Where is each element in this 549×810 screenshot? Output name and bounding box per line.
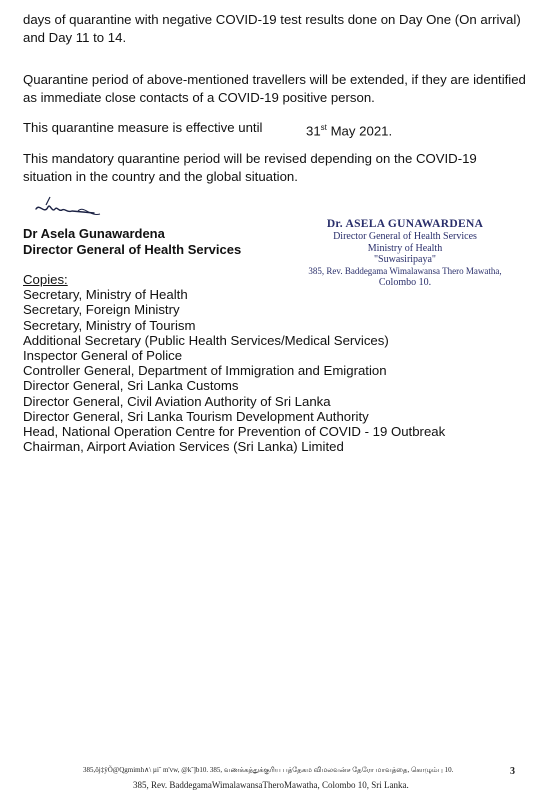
stamp-line-2: Ministry of Health: [367, 242, 443, 254]
list-item: Inspector General of Police: [23, 348, 183, 364]
copies-section: [23, 272, 445, 454]
stamp-line-1: Director General of Health Services: [333, 231, 477, 242]
list-item: Director General, Civil Aviation Authority of Sri Lanka: [23, 393, 331, 409]
footer-address-english: 385, Rev. BaddegamaWimalawansaTheroMawatha, Colombo 10, Sri Lanka.: [133, 780, 409, 790]
list-item: Additional Secretary (Public Health Services/Medical Services): [23, 332, 389, 348]
list-item: Director General, Sri Lanka Tourism Development Authority: [23, 408, 369, 424]
page-number: 3: [510, 766, 515, 777]
paragraph-quarantine-days: days of quarantine with negative COVID-19 test results done on Day One (On arrival) and Day 11 to 14.: [23, 12, 521, 45]
stamp-line-4: 385, Rev. Baddegama Wimalawansa Thero Mawatha,: [308, 265, 502, 276]
list-item: Director General, Sri Lanka Customs: [23, 378, 239, 394]
list-item: Head, National Operation Centre for Prevention of COVID - 19 Outbreak: [23, 424, 446, 440]
stamp-line-5: Colombo 10.: [378, 277, 432, 288]
stamp-line-3: "Suwasiripaya": [373, 254, 437, 265]
paragraph-effective-date: [23, 119, 393, 139]
signatory-name: Dr Asela Gunawardena: [23, 226, 165, 241]
handwritten-signature: [34, 195, 104, 229]
list-item: Secretary, Ministry of Health: [23, 287, 188, 303]
paragraph-extension: Quarantine period of above-mentioned travellers will be extended, if they are identified as immediate close contacts of a COVID-19 positive person.: [23, 72, 526, 105]
copies-heading: Copies:: [23, 272, 68, 287]
list-item: Secretary, Foreign Ministry: [23, 302, 180, 318]
list-item: Secretary, Ministry of Tourism: [23, 317, 196, 333]
signatory-title: Director General of Health Services: [23, 242, 242, 257]
effective-date: 31st May 2021.: [306, 123, 393, 139]
paragraph-revision: This mandatory quarantine period will be revised depending on the COVID-19 situation in the country and the global situation.: [23, 151, 477, 184]
footer-address-multilingual: 385,ôj‡ÿÕ@Qgmimh∧\ µi˝ m'vw, @k˘]b10. 385, வணக்கத்துக்குரிய பத்தேகம விமலவன்ச தேரோ மாவத்தை, கொழும்பு 10.: [83, 766, 454, 774]
effective-text: This quarantine measure is effective until: [23, 120, 263, 135]
list-item: Controller General, Department of Immigration and Emigration: [23, 363, 387, 379]
copies-list: [23, 287, 445, 454]
signatory-block: [23, 226, 241, 258]
list-item: Chairman, Airport Aviation Services (Sri Lanka) Limited: [23, 439, 344, 455]
stamp-name: Dr. ASELA GUNAWARDENA: [326, 218, 484, 230]
